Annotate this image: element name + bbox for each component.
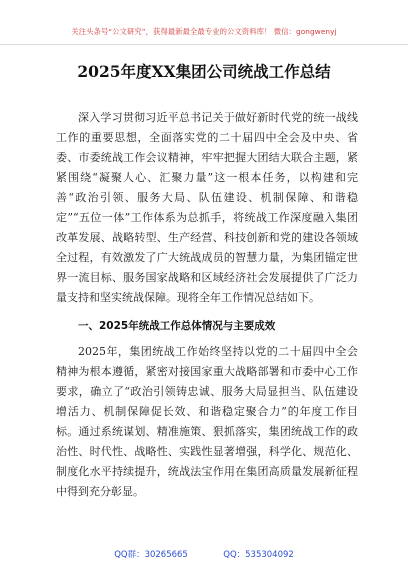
footer-contact — [0, 548, 408, 560]
section-1-paragraph — [56, 342, 358, 502]
header-divider — [0, 44, 408, 45]
footer-qq-number: QQ：535304092 — [223, 550, 294, 560]
section-1-paragraph-text: 2025年，集团统战工作始终坚持以党的二十届四中全会精神为根本遵循，紧密对接国家重大战略部署和市委中心工作要求，确立了“政治引领铸忠诚、服务大局显担当、队伍建设增活力、机制保障促长效、和谐稳定聚合力”的年度工作目标。通过系统谋划、精准施策、狠抓落实，集团统战工作的政治性、时代性、战略性、实践性显著增强，科学化、规范化、制度化水平持续提升，统战法宝作用在集团高质量发展新征程中得到充分彰显。 — [56, 345, 358, 498]
header-promo-note: 关注头条号“公文研究”，获得最新最全最专业的公文资料库！ 微信：gongwenyj — [71, 27, 337, 36]
section-heading-1: 一、2025年统战工作总体情况与主要成效 — [78, 320, 276, 332]
document-title: 2025年度XX集团公司统战工作总结 — [77, 62, 331, 81]
footer-qq-group: QQ群：30265665 — [114, 550, 188, 560]
intro-paragraph — [56, 108, 358, 308]
intro-paragraph-text: 深入学习贯彻习近平总书记关于做好新时代党的统一战线工作的重要思想，全面落实党的二十届四中全会及中央、省委、市委统战工作会议精神，牢牢把握大团结大联合主题，紧紧围绕“凝聚人心、汇聚力量”这一根本任务，以构建和完善“政治引领、服务大局、队伍建设、机制保障、和谐稳定”“五位一体”工作体系为总抓手，将统战工作深度融入集团改革发展、战略转型、生产经营、科技创新和党的建设各领域全过程，有效激发了广大统战成员的智慧力量，为集团锚定世界一流目标、服务国家战略和区域经济社会发展提供了广泛力量支持和坚实统战保障。现将全年工作情况总结如下。 — [56, 111, 358, 304]
